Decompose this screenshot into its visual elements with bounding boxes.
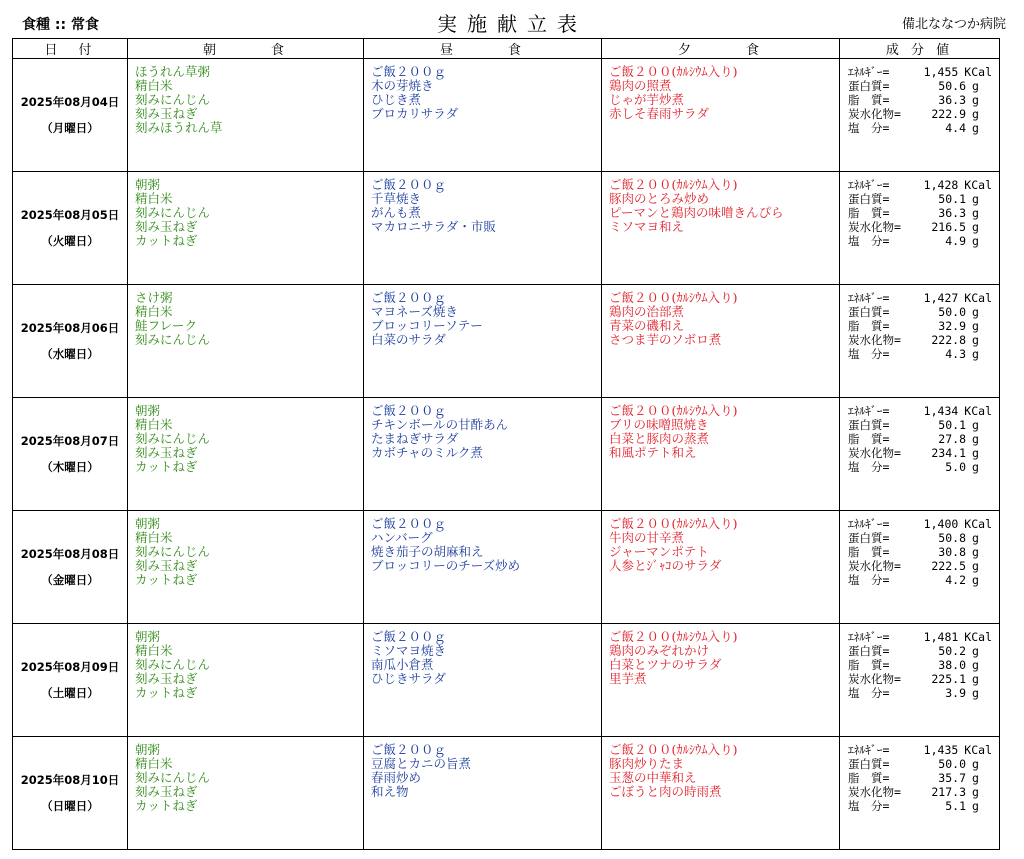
date-cell bbox=[13, 737, 128, 850]
nutrition-cell bbox=[840, 172, 1000, 285]
dinner-cell bbox=[602, 172, 840, 285]
lunch-item: 千草焼き bbox=[371, 191, 422, 206]
date-cell bbox=[13, 285, 128, 398]
menu-table bbox=[12, 38, 1000, 850]
nutrition-fat bbox=[848, 93, 992, 107]
date-cell bbox=[13, 172, 128, 285]
lunch-item: ブロッコリーソテー bbox=[371, 318, 483, 333]
nutrition-label: ｴﾈﾙｷﾞｰ= bbox=[848, 291, 890, 305]
lunch-item: ご飯２００ｇ bbox=[371, 629, 447, 644]
weekday-text: （火曜日） bbox=[41, 234, 99, 248]
nutrition-label: 塩 分= bbox=[848, 686, 890, 700]
breakfast-item: 朝粥 bbox=[135, 177, 161, 192]
breakfast-cell bbox=[128, 398, 364, 511]
lunch-item: ご飯２００ｇ bbox=[371, 742, 447, 757]
nutrition-label: 蛋白質= bbox=[848, 418, 890, 432]
nutrition-value: 5.0 bbox=[945, 460, 966, 474]
dinner-item: ご飯２００(ｶﾙｼｳﾑ入り) bbox=[609, 403, 738, 418]
weekday-text: （水曜日） bbox=[41, 347, 99, 361]
nutrition-value: 225.1 bbox=[931, 672, 966, 686]
dinner-item: 白菜と豚肉の蒸煮 bbox=[609, 431, 710, 446]
breakfast-item: 刻みにんじん bbox=[135, 657, 211, 672]
dinner-item: 白菜とツナのサラダ bbox=[609, 657, 722, 672]
breakfast-item: 刻み玉ねぎ bbox=[135, 558, 198, 573]
dinner-item: 鶏肉の治部煮 bbox=[609, 304, 685, 319]
nutrition-carbs bbox=[848, 559, 992, 573]
dinner-item: ピーマンと鶏肉の味噌きんぴら bbox=[609, 205, 784, 220]
nutrition-label: 蛋白質= bbox=[848, 192, 890, 206]
lunch-cell bbox=[364, 172, 602, 285]
lunch-item: マヨネーズ焼き bbox=[371, 304, 458, 319]
lunch-cell bbox=[364, 624, 602, 737]
breakfast-item: 精白米 bbox=[135, 756, 173, 771]
weekday-text: （月曜日） bbox=[41, 121, 99, 135]
nutrition-value: 32.9 bbox=[938, 319, 966, 333]
nutrition-label: 脂 質= bbox=[848, 545, 890, 559]
nutrition-label: 塩 分= bbox=[848, 121, 890, 135]
nutrition-unit: g bbox=[972, 460, 979, 474]
nutrition-unit: g bbox=[972, 785, 979, 799]
nutrition-value: 1,455 bbox=[923, 65, 959, 79]
nutrition-value: 1,435 bbox=[923, 743, 959, 757]
date-cell bbox=[13, 59, 128, 172]
nutrition-energy bbox=[848, 65, 992, 79]
col-header-breakfast: 朝 食 bbox=[128, 39, 364, 59]
nutrition-energy bbox=[848, 630, 992, 644]
nutrition-energy bbox=[848, 178, 992, 192]
date-text: 2025年08月10日 bbox=[20, 773, 120, 787]
table-row bbox=[13, 737, 1000, 850]
weekday-text: （日曜日） bbox=[41, 799, 99, 813]
table-row bbox=[13, 285, 1000, 398]
nutrition-unit: KCal bbox=[964, 743, 992, 757]
nutrition-fat bbox=[848, 206, 992, 220]
breakfast-item: 刻み玉ねぎ bbox=[135, 219, 198, 234]
nutrition-label: 塩 分= bbox=[848, 460, 890, 474]
breakfast-item: さけ粥 bbox=[135, 290, 173, 305]
lunch-cell bbox=[364, 59, 602, 172]
dinner-item: ご飯２００(ｶﾙｼｳﾑ入り) bbox=[609, 290, 738, 305]
nutrition-unit: g bbox=[972, 319, 979, 333]
col-header-dinner: 夕 食 bbox=[602, 39, 840, 59]
dinner-item: 玉葱の中華和え bbox=[609, 770, 697, 785]
lunch-item: 和え物 bbox=[371, 784, 409, 799]
lunch-item: 焼き茄子の胡麻和え bbox=[371, 544, 484, 559]
nutrition-fat bbox=[848, 771, 992, 785]
nutrition-value: 35.7 bbox=[938, 771, 966, 785]
nutrition-value: 38.0 bbox=[938, 658, 966, 672]
nutrition-unit: g bbox=[972, 206, 979, 220]
lunch-item: 春雨炒め bbox=[371, 770, 422, 785]
nutrition-value: 50.1 bbox=[938, 192, 966, 206]
nutrition-unit: g bbox=[972, 234, 979, 248]
nutrition-label: ｴﾈﾙｷﾞｰ= bbox=[848, 743, 890, 757]
table-row bbox=[13, 511, 1000, 624]
nutrition-label: 脂 質= bbox=[848, 93, 890, 107]
dinner-item: じゃが芋炒煮 bbox=[609, 92, 685, 107]
breakfast-item: 刻み玉ねぎ bbox=[135, 106, 198, 121]
nutrition-protein bbox=[848, 305, 992, 319]
nutrition-salt bbox=[848, 347, 992, 361]
date-text: 2025年08月09日 bbox=[20, 660, 120, 674]
nutrition-label: 炭水化物= bbox=[848, 559, 901, 573]
nutrition-carbs bbox=[848, 785, 992, 799]
breakfast-item: カットねぎ bbox=[135, 233, 198, 248]
dinner-cell bbox=[602, 737, 840, 850]
nutrition-value: 216.5 bbox=[931, 220, 966, 234]
nutrition-unit: KCal bbox=[964, 630, 992, 644]
breakfast-item: 朝粥 bbox=[135, 742, 161, 757]
lunch-item: 木の芽焼き bbox=[371, 78, 434, 93]
col-header-lunch: 昼 食 bbox=[364, 39, 602, 59]
nutrition-protein bbox=[848, 531, 992, 545]
dinner-item: 豚肉のとろみ炒め bbox=[609, 191, 710, 206]
nutrition-unit: g bbox=[972, 658, 979, 672]
dinner-item: さつま芋のソボロ煮 bbox=[609, 332, 722, 347]
nutrition-fat bbox=[848, 545, 992, 559]
breakfast-item: 鮭フレーク bbox=[135, 318, 198, 333]
nutrition-protein bbox=[848, 418, 992, 432]
breakfast-item: 刻み玉ねぎ bbox=[135, 445, 198, 460]
breakfast-item: 精白米 bbox=[135, 643, 173, 658]
nutrition-unit: KCal bbox=[964, 517, 992, 531]
nutrition-value: 50.0 bbox=[938, 757, 966, 771]
weekday-text: （金曜日） bbox=[41, 573, 99, 587]
nutrition-label: ｴﾈﾙｷﾞｰ= bbox=[848, 404, 890, 418]
nutrition-value: 30.8 bbox=[938, 545, 966, 559]
dinner-item: 里芋煮 bbox=[609, 671, 647, 686]
nutrition-unit: KCal bbox=[964, 178, 992, 192]
nutrition-protein bbox=[848, 79, 992, 93]
nutrition-value: 4.3 bbox=[945, 347, 966, 361]
table-row bbox=[13, 172, 1000, 285]
dinner-cell bbox=[602, 59, 840, 172]
dinner-item: 鶏肉のみぞれかけ bbox=[609, 643, 710, 658]
nutrition-value: 50.1 bbox=[938, 418, 966, 432]
lunch-item: ご飯２００ｇ bbox=[371, 403, 447, 418]
breakfast-cell bbox=[128, 285, 364, 398]
date-text: 2025年08月07日 bbox=[20, 434, 120, 448]
table-row bbox=[13, 59, 1000, 172]
nutrition-unit: g bbox=[972, 446, 979, 460]
dinner-item: 青菜の磯和え bbox=[609, 318, 685, 333]
page-title: 実施献立表 bbox=[437, 12, 587, 36]
nutrition-unit: KCal bbox=[964, 404, 992, 418]
hospital-name: 備北ななつか病院 bbox=[901, 17, 1006, 32]
nutrition-label: 蛋白質= bbox=[848, 531, 890, 545]
nutrition-value: 1,428 bbox=[923, 178, 959, 192]
nutrition-cell bbox=[840, 737, 1000, 850]
dinner-item: 豚肉炒りたま bbox=[609, 756, 685, 771]
nutrition-label: 蛋白質= bbox=[848, 305, 890, 319]
breakfast-item: カットねぎ bbox=[135, 572, 198, 587]
nutrition-label: ｴﾈﾙｷﾞｰ= bbox=[848, 517, 890, 531]
dinner-item: ご飯２００(ｶﾙｼｳﾑ入り) bbox=[609, 177, 738, 192]
nutrition-energy bbox=[848, 404, 992, 418]
date-cell bbox=[13, 511, 128, 624]
lunch-item: ご飯２００ｇ bbox=[371, 290, 447, 305]
lunch-item: 南瓜小倉煮 bbox=[371, 657, 434, 672]
dinner-item: ご飯２００(ｶﾙｼｳﾑ入り) bbox=[609, 64, 738, 79]
nutrition-unit: g bbox=[972, 418, 979, 432]
lunch-cell bbox=[364, 398, 602, 511]
lunch-item: がんも煮 bbox=[371, 205, 422, 220]
dinner-cell bbox=[602, 511, 840, 624]
lunch-item: チキンボールの甘酢あん bbox=[371, 417, 509, 432]
breakfast-item: 刻み玉ねぎ bbox=[135, 671, 198, 686]
nutrition-label: 炭水化物= bbox=[848, 446, 901, 460]
date-cell bbox=[13, 398, 128, 511]
nutrition-label: 炭水化物= bbox=[848, 672, 901, 686]
nutrition-unit: g bbox=[972, 333, 979, 347]
nutrition-salt bbox=[848, 460, 992, 474]
breakfast-item: 精白米 bbox=[135, 191, 173, 206]
lunch-item: 豆腐とカニの旨煮 bbox=[371, 756, 472, 771]
nutrition-label: 蛋白質= bbox=[848, 79, 890, 93]
nutrition-energy bbox=[848, 743, 992, 757]
breakfast-cell bbox=[128, 737, 364, 850]
lunch-item: たまねぎサラダ bbox=[371, 431, 459, 446]
breakfast-item: 刻みにんじん bbox=[135, 332, 211, 347]
nutrition-protein bbox=[848, 757, 992, 771]
dinner-item: ごぼうと肉の時雨煮 bbox=[609, 784, 722, 799]
breakfast-item: カットねぎ bbox=[135, 798, 198, 813]
dinner-item: ご飯２００(ｶﾙｼｳﾑ入り) bbox=[609, 742, 738, 757]
nutrition-unit: g bbox=[972, 573, 979, 587]
table-row bbox=[13, 398, 1000, 511]
nutrition-value: 1,481 bbox=[923, 630, 959, 644]
nutrition-carbs bbox=[848, 446, 992, 460]
dinner-item: ご飯２００(ｶﾙｼｳﾑ入り) bbox=[609, 629, 738, 644]
nutrition-value: 4.4 bbox=[945, 121, 966, 135]
dinner-item: 人参とｼﾞｬｺのサラダ bbox=[609, 558, 722, 573]
nutrition-value: 1,400 bbox=[923, 517, 959, 531]
dinner-cell bbox=[602, 285, 840, 398]
lunch-cell bbox=[364, 285, 602, 398]
dinner-cell bbox=[602, 398, 840, 511]
nutrition-unit: g bbox=[972, 305, 979, 319]
lunch-item: ご飯２００ｇ bbox=[371, 177, 447, 192]
lunch-item: ご飯２００ｇ bbox=[371, 64, 447, 79]
table-row bbox=[13, 624, 1000, 737]
breakfast-cell bbox=[128, 624, 364, 737]
nutrition-label: 塩 分= bbox=[848, 234, 890, 248]
breakfast-item: カットねぎ bbox=[135, 459, 198, 474]
date-cell bbox=[13, 624, 128, 737]
date-text: 2025年08月08日 bbox=[20, 547, 120, 561]
nutrition-value: 217.3 bbox=[931, 785, 966, 799]
nutrition-unit: g bbox=[972, 771, 979, 785]
nutrition-salt bbox=[848, 573, 992, 587]
nutrition-label: 炭水化物= bbox=[848, 220, 901, 234]
nutrition-carbs bbox=[848, 107, 992, 121]
dinner-item: 牛肉の甘辛煮 bbox=[609, 530, 685, 545]
nutrition-carbs bbox=[848, 333, 992, 347]
nutrition-label: 脂 質= bbox=[848, 206, 890, 220]
nutrition-label: 蛋白質= bbox=[848, 644, 890, 658]
nutrition-label: ｴﾈﾙｷﾞｰ= bbox=[848, 630, 890, 644]
nutrition-fat bbox=[848, 658, 992, 672]
lunch-cell bbox=[364, 737, 602, 850]
nutrition-value: 1,427 bbox=[923, 291, 959, 305]
lunch-cell bbox=[364, 511, 602, 624]
breakfast-item: カットねぎ bbox=[135, 685, 198, 700]
breakfast-item: 刻みにんじん bbox=[135, 205, 211, 220]
breakfast-cell bbox=[128, 172, 364, 285]
nutrition-value: 234.1 bbox=[931, 446, 966, 460]
col-header-nutrition: 成 分 値 bbox=[840, 39, 1000, 59]
nutrition-value: 50.8 bbox=[938, 531, 966, 545]
weekday-text: （木曜日） bbox=[41, 460, 99, 474]
nutrition-value: 50.0 bbox=[938, 305, 966, 319]
dinner-item: ご飯２００(ｶﾙｼｳﾑ入り) bbox=[609, 516, 738, 531]
lunch-item: ご飯２００ｇ bbox=[371, 516, 447, 531]
nutrition-protein bbox=[848, 644, 992, 658]
nutrition-unit: g bbox=[972, 121, 979, 135]
nutrition-unit: g bbox=[972, 686, 979, 700]
table-header-row bbox=[13, 39, 1000, 59]
nutrition-unit: g bbox=[972, 545, 979, 559]
lunch-item: ハンバーグ bbox=[371, 530, 433, 545]
nutrition-unit: g bbox=[972, 220, 979, 234]
diet-type-label: 食種 :: 常食 bbox=[22, 17, 99, 33]
nutrition-carbs bbox=[848, 672, 992, 686]
nutrition-salt bbox=[848, 799, 992, 813]
nutrition-value: 1,434 bbox=[923, 404, 959, 418]
dinner-cell bbox=[602, 624, 840, 737]
menu-table-body bbox=[13, 59, 1000, 850]
nutrition-value: 222.9 bbox=[931, 107, 966, 121]
breakfast-item: ほうれん草粥 bbox=[135, 64, 211, 79]
nutrition-unit: g bbox=[972, 672, 979, 686]
nutrition-unit: g bbox=[972, 93, 979, 107]
lunch-item: マカロニサラダ・市販 bbox=[371, 219, 496, 234]
nutrition-label: ｴﾈﾙｷﾞｰ= bbox=[848, 65, 890, 79]
nutrition-label: 脂 質= bbox=[848, 432, 890, 446]
lunch-item: ひじき煮 bbox=[371, 92, 422, 107]
nutrition-energy bbox=[848, 517, 992, 531]
dinner-item: 鶏肉の照煮 bbox=[609, 78, 672, 93]
nutrition-unit: g bbox=[972, 347, 979, 361]
lunch-item: カボチャのミルク煮 bbox=[371, 445, 483, 460]
nutrition-unit: g bbox=[972, 757, 979, 771]
nutrition-unit: g bbox=[972, 531, 979, 545]
breakfast-item: 刻みにんじん bbox=[135, 544, 211, 559]
nutrition-unit: g bbox=[972, 799, 979, 813]
breakfast-item: 朝粥 bbox=[135, 516, 161, 531]
nutrition-value: 27.8 bbox=[938, 432, 966, 446]
nutrition-value: 222.5 bbox=[931, 559, 966, 573]
lunch-item: ブロカリサラダ bbox=[371, 106, 459, 121]
breakfast-item: 刻みほうれん草 bbox=[135, 120, 223, 135]
lunch-item: 白菜のサラダ bbox=[371, 332, 446, 347]
nutrition-label: 脂 質= bbox=[848, 771, 890, 785]
breakfast-item: 精白米 bbox=[135, 304, 173, 319]
nutrition-label: ｴﾈﾙｷﾞｰ= bbox=[848, 178, 890, 192]
nutrition-unit: g bbox=[972, 107, 979, 121]
nutrition-cell bbox=[840, 285, 1000, 398]
nutrition-label: 蛋白質= bbox=[848, 757, 890, 771]
nutrition-value: 5.1 bbox=[945, 799, 966, 813]
nutrition-salt bbox=[848, 686, 992, 700]
nutrition-label: 塩 分= bbox=[848, 573, 890, 587]
nutrition-value: 222.8 bbox=[931, 333, 966, 347]
nutrition-salt bbox=[848, 234, 992, 248]
breakfast-item: 刻みにんじん bbox=[135, 431, 211, 446]
nutrition-unit: KCal bbox=[964, 291, 992, 305]
lunch-item: ミソマヨ焼き bbox=[371, 643, 447, 658]
date-text: 2025年08月06日 bbox=[20, 321, 120, 335]
nutrition-label: 脂 質= bbox=[848, 658, 890, 672]
breakfast-item: 朝粥 bbox=[135, 403, 161, 418]
nutrition-label: 脂 質= bbox=[848, 319, 890, 333]
nutrition-unit: g bbox=[972, 79, 979, 93]
nutrition-value: 4.2 bbox=[945, 573, 966, 587]
nutrition-cell bbox=[840, 624, 1000, 737]
nutrition-protein bbox=[848, 192, 992, 206]
dinner-item: ミソマヨ和え bbox=[609, 219, 685, 234]
col-header-date: 日 付 bbox=[13, 39, 128, 59]
nutrition-value: 36.3 bbox=[938, 206, 966, 220]
nutrition-carbs bbox=[848, 220, 992, 234]
breakfast-cell bbox=[128, 59, 364, 172]
dinner-item: 和風ポテト和え bbox=[609, 445, 697, 460]
date-text: 2025年08月05日 bbox=[20, 208, 120, 222]
lunch-item: ブロッコリーのチーズ炒め bbox=[371, 558, 521, 573]
dinner-item: ジャーマンポテト bbox=[609, 544, 709, 559]
nutrition-label: 炭水化物= bbox=[848, 785, 901, 799]
nutrition-cell bbox=[840, 398, 1000, 511]
nutrition-value: 50.2 bbox=[938, 644, 966, 658]
nutrition-unit: KCal bbox=[964, 65, 992, 79]
lunch-item: ひじきサラダ bbox=[371, 671, 446, 686]
nutrition-fat bbox=[848, 319, 992, 333]
breakfast-item: 刻み玉ねぎ bbox=[135, 784, 198, 799]
breakfast-item: 刻みにんじん bbox=[135, 92, 211, 107]
date-text: 2025年08月04日 bbox=[20, 95, 120, 109]
nutrition-unit: g bbox=[972, 559, 979, 573]
nutrition-value: 3.9 bbox=[945, 686, 966, 700]
weekday-text: （土曜日） bbox=[41, 686, 99, 700]
dinner-item: 赤しそ春雨サラダ bbox=[609, 106, 709, 121]
nutrition-cell bbox=[840, 59, 1000, 172]
nutrition-unit: g bbox=[972, 432, 979, 446]
nutrition-cell bbox=[840, 511, 1000, 624]
nutrition-value: 36.3 bbox=[938, 93, 966, 107]
nutrition-salt bbox=[848, 121, 992, 135]
nutrition-label: 塩 分= bbox=[848, 799, 890, 813]
breakfast-item: 朝粥 bbox=[135, 629, 161, 644]
nutrition-fat bbox=[848, 432, 992, 446]
breakfast-cell bbox=[128, 511, 364, 624]
nutrition-energy bbox=[848, 291, 992, 305]
breakfast-item: 刻みにんじん bbox=[135, 770, 211, 785]
nutrition-unit: g bbox=[972, 192, 979, 206]
nutrition-label: 炭水化物= bbox=[848, 333, 901, 347]
breakfast-item: 精白米 bbox=[135, 417, 173, 432]
nutrition-unit: g bbox=[972, 644, 979, 658]
nutrition-value: 4.9 bbox=[945, 234, 966, 248]
dinner-item: ブリの味噌照焼き bbox=[609, 417, 709, 432]
nutrition-label: 塩 分= bbox=[848, 347, 890, 361]
breakfast-item: 精白米 bbox=[135, 530, 173, 545]
breakfast-item: 精白米 bbox=[135, 78, 173, 93]
nutrition-label: 炭水化物= bbox=[848, 107, 901, 121]
nutrition-value: 50.6 bbox=[938, 79, 966, 93]
